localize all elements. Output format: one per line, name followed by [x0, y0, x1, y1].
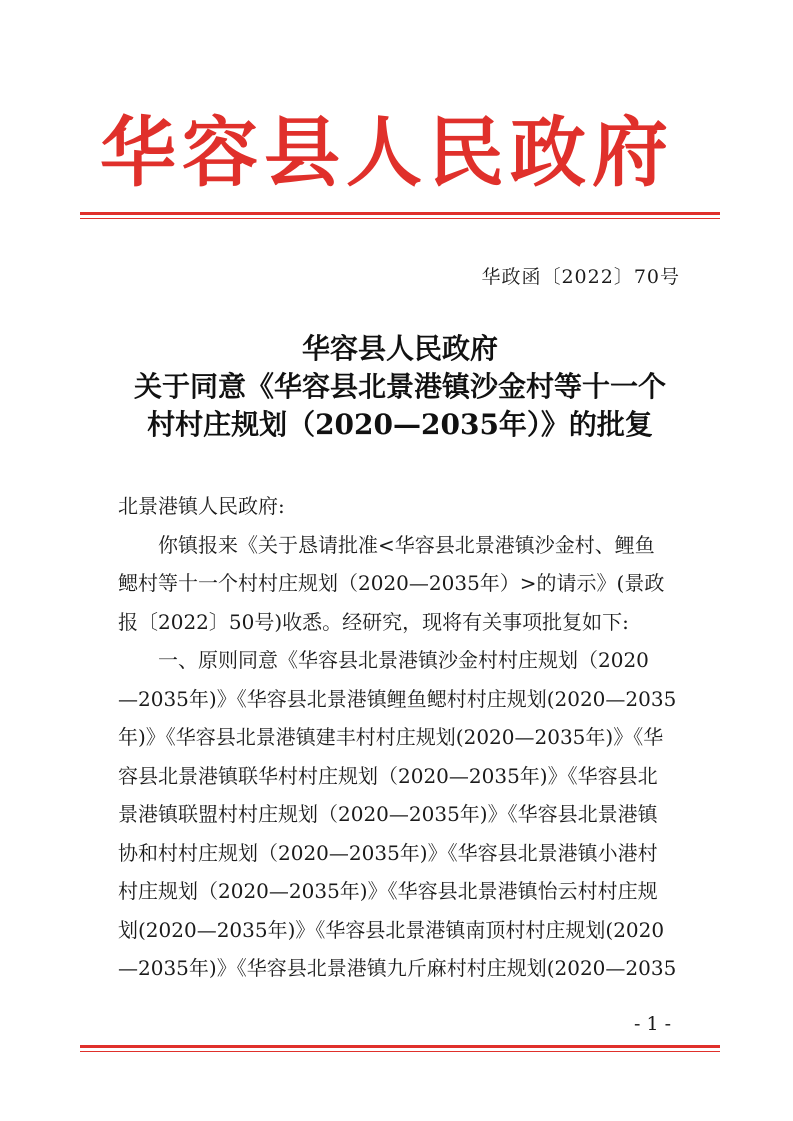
paragraph-2-line: 景港镇联盟村村庄规划（2020—2035年)》《华容县北景港镇: [118, 802, 658, 826]
paragraph-2-line: —2035年)》《华容县北景港镇鲤鱼鳃村村庄规划(2020—2035: [118, 686, 677, 711]
page-number: - 1 -: [633, 1013, 671, 1035]
paragraph-2-line: 容县北景港镇联华村村庄规划（2020—2035年)》《华容县北: [118, 763, 658, 788]
paragraph-2-line: 一、原则同意《华容县北景港镇沙金村村庄规划（2020: [158, 648, 649, 672]
paragraph-2-line: 年)》《华容县北景港镇建丰村村庄规划(2020—2035年)》《华: [118, 725, 664, 749]
document-title: [100, 330, 700, 444]
document-body: [118, 487, 686, 988]
paragraph-1-line: 你镇报来《关于恳请批准<华容县北景港镇沙金村、鲤鱼: [158, 532, 655, 557]
footer-red-rule-thin: [80, 1051, 720, 1052]
document-number: 华政函〔2022〕70号: [481, 266, 680, 288]
paragraph-2-line: 协和村村庄规划（2020—2035年)》《华容县北景港镇小港村: [118, 840, 658, 865]
paragraph-1-line: 报〔2022〕50号)收悉。经研究，现将有关事项批复如下:: [118, 609, 629, 634]
paragraph-2-line: —2035年)》《华容县北景港镇九斤麻村村庄规划(2020—2035: [118, 956, 677, 980]
salutation: 北景港镇人民政府:: [118, 494, 285, 518]
paragraph-1-line: 鳃村等十一个村村庄规划（2020—2035年）>的请示》(景政: [118, 571, 665, 595]
header-red-rule-thin: [80, 218, 720, 219]
header-red-rule-thick: [80, 212, 720, 215]
title-line-1: 华容县人民政府: [301, 332, 498, 365]
paragraph-2-line: 划(2020—2035年)》《华容县北景港镇南顶村村庄规划(2020: [118, 917, 665, 942]
title-line-2: 关于同意《华容县北景港镇沙金村等十一个: [133, 370, 666, 403]
issuing-authority-header: 华容县人民政府: [100, 108, 674, 197]
footer-red-rule-thick: [80, 1045, 720, 1048]
paragraph-2-line: 村庄规划（2020—2035年)》《华容县北景港镇怡云村村庄规: [118, 879, 658, 903]
title-line-3: 村村庄规划（2020—2035年）》的批复: [147, 408, 653, 441]
